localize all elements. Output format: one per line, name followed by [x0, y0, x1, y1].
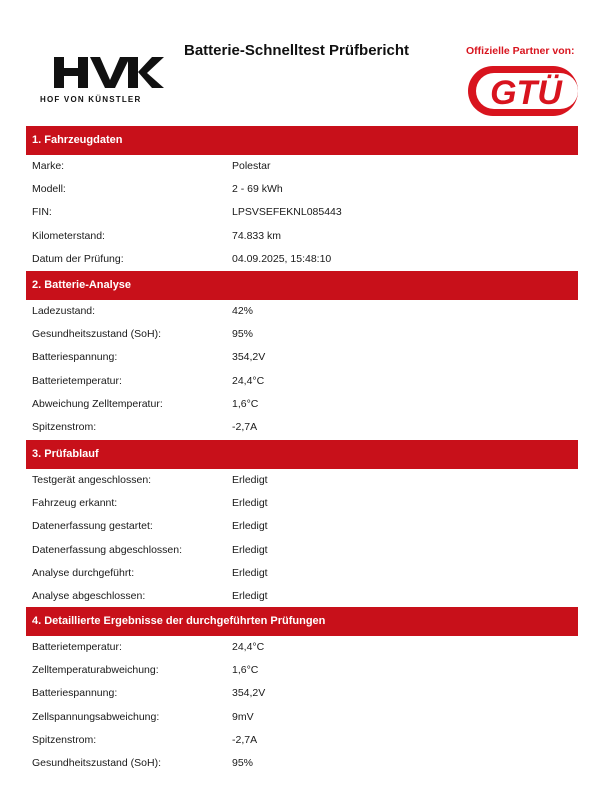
row-label: Fahrzeug erkannt:: [32, 497, 118, 510]
row-value: Erledigt: [232, 589, 268, 602]
data-row: [26, 539, 578, 562]
row-value: Erledigt: [232, 566, 268, 579]
data-row: [26, 515, 578, 538]
row-value: 2 - 69 kWh: [232, 183, 283, 196]
report-section: [26, 271, 578, 439]
row-value: 1,6°C: [232, 397, 259, 410]
data-row: [26, 393, 578, 416]
row-value: Erledigt: [232, 543, 268, 556]
row-value: 42%: [232, 305, 254, 317]
data-row: [26, 636, 578, 659]
data-row: [26, 682, 578, 705]
row-label: Zelltemperaturabweichung:: [32, 664, 159, 677]
page-title: Batterie-Schnelltest Prüfbericht: [184, 42, 410, 59]
row-value: Erledigt: [232, 520, 268, 533]
row-value: 354,2V: [232, 687, 266, 700]
partner-label: Offizielle Partner von:: [466, 45, 575, 57]
row-label: Datum der Prüfung:: [32, 252, 124, 265]
row-value: 04.09.2025, 15:48:10: [232, 252, 332, 265]
row-value: 354,2V: [232, 351, 266, 364]
row-value: LPSVSEFEKNL085443: [232, 206, 342, 219]
gtue-logo-text: GTÜ: [490, 74, 562, 112]
row-value: 74.833 km: [232, 229, 282, 242]
data-row: [26, 300, 578, 323]
row-label: Batteriespannung:: [32, 351, 118, 364]
row-value: 95%: [232, 328, 254, 341]
report-section: [26, 440, 578, 608]
row-label: Kilometerstand:: [32, 229, 105, 242]
row-value: 24,4°C: [232, 641, 265, 653]
row-value: Erledigt: [232, 474, 268, 486]
row-value: -2,7A: [232, 733, 258, 746]
row-label: Marke:: [32, 160, 65, 172]
row-label: Analyse durchgeführt:: [32, 566, 135, 579]
data-row: [26, 225, 578, 248]
row-label: Gesundheitszustand (SoH):: [32, 756, 161, 769]
row-label: Datenerfassung gestartet:: [32, 520, 153, 533]
data-row: [26, 706, 578, 729]
data-row: [26, 562, 578, 585]
row-label: Abweichung Zelltemperatur:: [32, 397, 163, 410]
row-label: Analyse abgeschlossen:: [32, 589, 146, 602]
report-section: [26, 126, 578, 271]
data-row: [26, 492, 578, 515]
data-row: [26, 416, 578, 439]
row-label: Batterietemperatur:: [32, 641, 122, 653]
row-label: Spitzenstrom:: [32, 420, 97, 433]
data-row: [26, 248, 578, 271]
row-label: Batteriespannung:: [32, 687, 118, 700]
row-label: Gesundheitszustand (SoH):: [32, 328, 161, 341]
row-label: Spitzenstrom:: [32, 733, 97, 746]
data-row: [26, 155, 578, 178]
row-value: 95%: [232, 756, 254, 769]
row-label: Ladezustand:: [32, 305, 96, 317]
logo-subtitle: HOF VON KÜNSTLER: [40, 95, 142, 104]
data-row: [26, 469, 578, 492]
row-value: -2,7A: [232, 420, 258, 433]
data-row: [26, 178, 578, 201]
data-row: [26, 201, 578, 224]
row-value: Erledigt: [232, 497, 268, 510]
section-title: 3. Prüfablauf: [26, 440, 578, 469]
row-label: Datenerfassung abgeschlossen:: [32, 543, 183, 556]
row-label: Zellspannungsabweichung:: [32, 710, 160, 723]
row-label: Testgerät angeschlossen:: [32, 474, 152, 486]
data-row: [26, 659, 578, 682]
row-label: Modell:: [32, 183, 66, 196]
section-title: 1. Fahrzeugdaten: [26, 126, 578, 155]
row-value: 1,6°C: [232, 664, 259, 677]
report-section: [26, 607, 578, 775]
report-header: [0, 0, 598, 126]
section-title: 4. Detaillierte Ergebnisse der durchgeführten Prüfungen: [26, 607, 578, 636]
row-value: 9mV: [232, 710, 254, 723]
row-value: 24,4°C: [232, 374, 265, 387]
data-row: [26, 729, 578, 752]
data-row: [26, 752, 578, 775]
data-row: [26, 346, 578, 369]
data-row: [26, 585, 578, 608]
gtue-logo: [466, 62, 578, 120]
section-title: 2. Batterie-Analyse: [26, 271, 578, 300]
data-row: [26, 370, 578, 393]
row-label: FIN:: [32, 206, 52, 219]
row-value: Polestar: [232, 160, 271, 172]
data-row: [26, 323, 578, 346]
row-label: Batterietemperatur:: [32, 374, 122, 387]
